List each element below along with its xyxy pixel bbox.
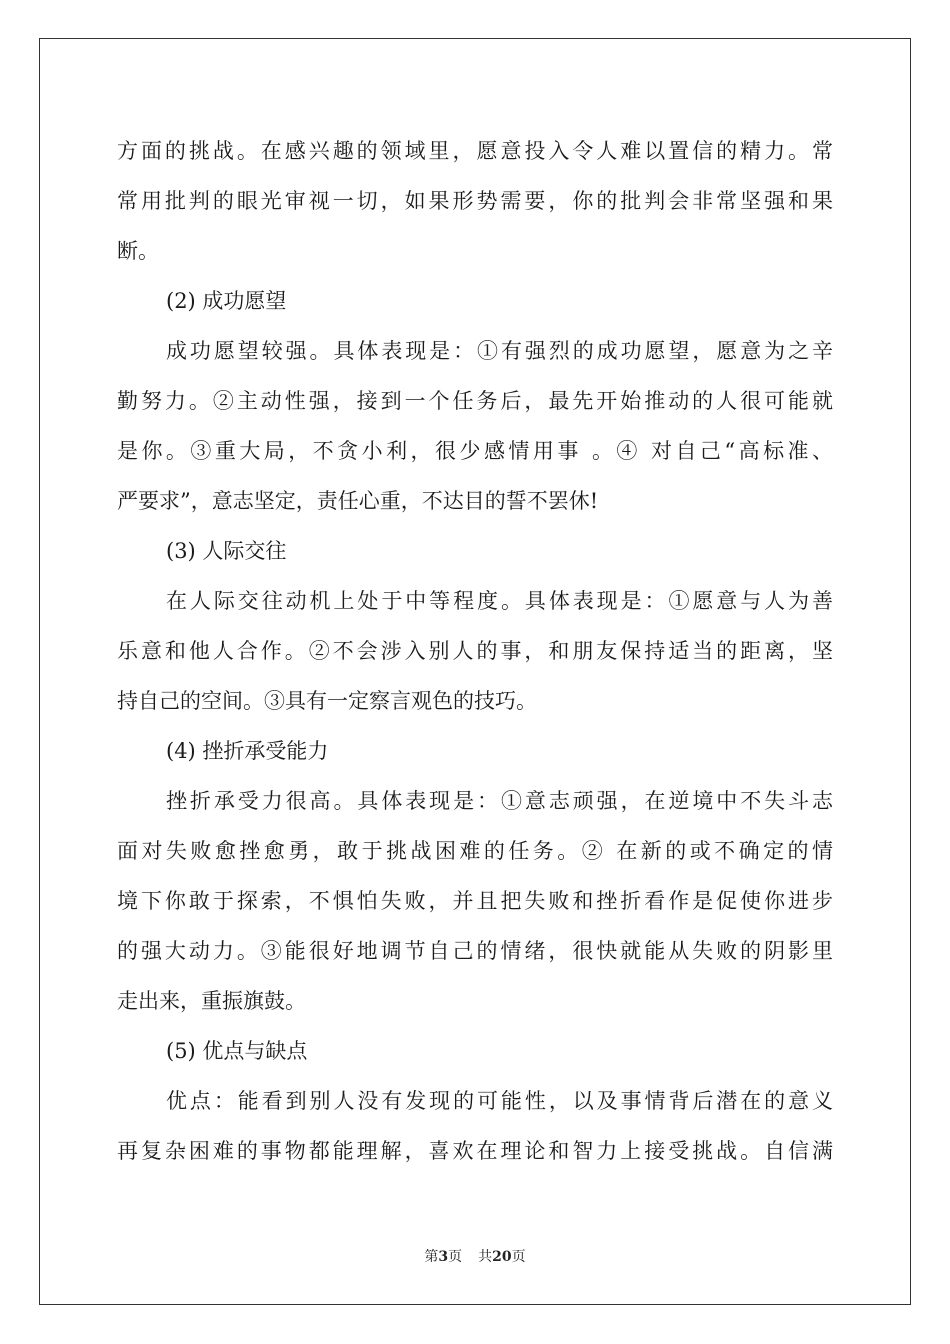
text-line: 断。 <box>117 239 159 263</box>
text-line: 的强大动力。③能很好地调节自己的情绪，很快就能从失败的阴影里 <box>117 939 833 963</box>
text-line: 优点：能看到别人没有发现的可能性，以及事情背后潜在的意义 <box>166 1089 833 1113</box>
text-line: 再复杂困难的事物都能理解，喜欢在理论和智力上接受挑战。自信满 <box>117 1139 833 1163</box>
text-line: 走出来，重振旗鼓。 <box>117 989 306 1013</box>
text-line: 成功愿望较强。具体表现是：①有强烈的成功愿望，愿意为之辛 <box>166 339 833 363</box>
page-footer <box>0 1246 950 1266</box>
text-line: 境下你敢于探索，不惧怕失败，并且把失败和挫折看作是促使你进步 <box>117 889 833 913</box>
text-line: 乐意和他人合作。②不会涉入别人的事，和朋友保持适当的距离，坚 <box>117 639 833 663</box>
text-line: 挫折承受力很高。具体表现是：①意志顽强，在逆境中不失斗志 <box>166 789 833 813</box>
text-line: 方面的挑战。在感兴趣的领域里，愿意投入令人难以置信的精力。常 <box>117 139 833 163</box>
text-line: (3) 人际交往 <box>166 539 287 563</box>
text-line: (5) 优点与缺点 <box>166 1039 308 1063</box>
text-line: (2) 成功愿望 <box>166 289 287 313</box>
text-line: 严要求”，意志坚定，责任心重，不达目的誓不罢休! <box>117 489 599 513</box>
text-line: 持自己的空间。③具有一定察言观色的技巧。 <box>117 689 537 713</box>
text-line: 是你。③重大局，不贪小利，很少感情用事 。④ 对自己“高标准、 <box>117 439 833 463</box>
text-line: 勤努力。②主动性强，接到一个任务后，最先开始推动的人很可能就 <box>117 389 833 413</box>
document-body <box>117 126 833 1176</box>
total-prefix: 共 <box>478 1249 493 1265</box>
text-line: 在人际交往动机上处于中等程度。具体表现是：①愿意与人为善 <box>166 589 833 613</box>
text-line: 常用批判的眼光审视一切，如果形势需要，你的批判会非常坚强和果 <box>117 189 833 213</box>
page-prefix: 第 <box>424 1249 439 1265</box>
total-pages: 20 <box>492 1249 512 1265</box>
page-number: 3 <box>438 1249 449 1265</box>
page-suffix: 页 <box>448 1249 463 1265</box>
total-suffix: 页 <box>511 1249 526 1265</box>
text-line: (4) 挫折承受能力 <box>166 739 329 763</box>
text-line: 面对失败愈挫愈勇，敢于挑战困难的任务。② 在新的或不确定的情 <box>117 839 833 863</box>
